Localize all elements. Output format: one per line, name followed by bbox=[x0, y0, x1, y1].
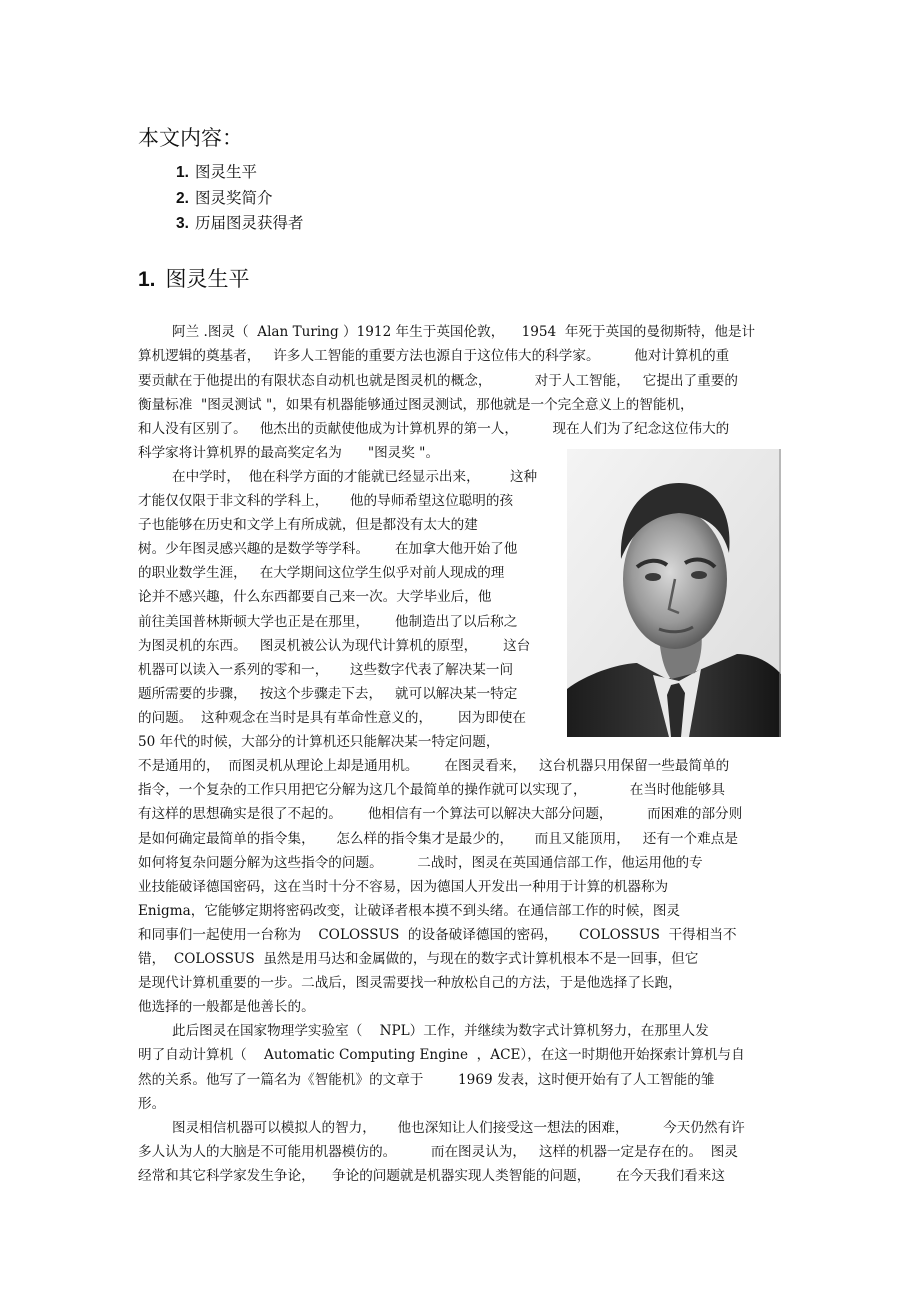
toc-item bbox=[176, 160, 303, 186]
toc-title: 本文内容： bbox=[138, 126, 243, 150]
body-text-line: 衡量标准 "图灵测试 "，如果有机器能够通过图灵测试，那他就是一个完全意义上的智能机， bbox=[138, 397, 694, 413]
body-text-line: 树。少年图灵感兴趣的是数学等学科。 在加拿大他开始了他 bbox=[138, 541, 518, 557]
body-text-line: 论并不感兴趣，什么东西都要自己来一次。大学毕业后，他 bbox=[138, 589, 492, 605]
body-text-line: 他选择的一般都是他善长的。 bbox=[138, 999, 315, 1015]
body-text-line: 形。 bbox=[138, 1096, 166, 1112]
portrait-photo bbox=[567, 449, 781, 737]
body-text-line: 和人没有区别了。 他杰出的贡献使他成为计算机界的第一人， 现在人们为了纪念这位伟大的 bbox=[138, 421, 730, 437]
body-text-line: 和同事们一起使用一台称为 COLOSSUS 的设备破译德国的密码， COLOSSUS 干得相当不 bbox=[138, 927, 737, 943]
body-text-line: 要贡献在于他提出的有限状态自动机也就是图灵机的概念， 对于人工智能， 它提出了重要的 bbox=[138, 373, 738, 389]
section-heading bbox=[138, 264, 250, 295]
section-number: 1. bbox=[138, 268, 156, 291]
body-text-line: 明了自动计算机（ Automatic Computing Engine ，ACE），在这一时期他开始探索计算机与自 bbox=[138, 1047, 745, 1063]
body-text-line: 科学家将计算机界的最高奖定名为 "图灵奖 "。 bbox=[138, 445, 440, 461]
toc-item-number: 1. bbox=[176, 164, 189, 181]
body-text-line: 的职业数学生涯， 在大学期间这位学生似乎对前人现成的理 bbox=[138, 565, 505, 581]
body-text-line: 50 年代的时候，大部分的计算机还只能解决某一特定问题， bbox=[138, 734, 500, 750]
body-text-line: 如何将复杂问题分解为这些指令的问题。 二战时，图灵在英国通信部工作，他运用他的专 bbox=[138, 855, 703, 871]
toc-item-number: 3. bbox=[176, 215, 189, 232]
body-text-line: 有这样的思想确实是很了不起的。 他相信有一个算法可以解决大部分问题， 而困难的部分则 bbox=[138, 806, 743, 822]
toc-item-label: 图灵奖简介 bbox=[194, 188, 273, 207]
body-text-line: 业技能破译德国密码，这在当时十分不容易，因为德国人开发出一种用于计算的机器称为 bbox=[138, 879, 669, 895]
body-text-line: 在中学时， 他在科学方面的才能就已经显示出来， 这种 bbox=[172, 469, 538, 485]
body-text-line: 是如何确定最简单的指令集， 怎么样的指令集才是最少的， 而且又能顶用， 还有一个难点是 bbox=[138, 831, 738, 847]
body-text-line: 阿兰 .图灵（ Alan Turing ）1912 年生于英国伦敦， 1954 年死于英国的曼彻斯特，他是计 bbox=[172, 324, 756, 340]
body-text-line: 多人认为人的大脑是不可能用机器模仿的。 而在图灵认为， 这样的机器一定是存在的。 图灵 bbox=[138, 1144, 738, 1160]
toc-item-label: 历届图灵获得者 bbox=[194, 214, 304, 232]
body-text-line: 然的关系。他写了一篇名为《智能机》的文章于 1969 发表，这时便开始有了人工智能的雏 bbox=[138, 1072, 715, 1088]
body-text-line: 前往美国普林斯顿大学也正是在那里， 他制造出了以后称之 bbox=[138, 614, 518, 630]
toc-list bbox=[176, 160, 303, 237]
body-text-line: 的问题。 这种观念在当时是具有革命性意义的， 因为即使在 bbox=[138, 710, 527, 726]
body-text-line: 是现代计算机重要的一步。二战后，图灵需要找一种放松自己的方法，于是他选择了长跑， bbox=[138, 975, 682, 991]
toc-item bbox=[176, 211, 303, 237]
body-text-line: 不是通用的， 而图灵机从理论上却是通用机。 在图灵看来， 这台机器只用保留一些最简单的 bbox=[138, 758, 730, 774]
toc-item-number: 2. bbox=[176, 189, 189, 207]
body-text-line: 图灵相信机器可以模拟人的智力， 他也深知让人们接受这一想法的困难， 今天仍然有许 bbox=[172, 1120, 745, 1136]
body-text-line: 才能仅仅限于非文科的学科上， 他的导师希望这位聪明的孩 bbox=[138, 493, 514, 509]
body-text-line: 指令，一个复杂的工作只用把它分解为这几个最简单的操作就可以实现了， 在当时他能够具 bbox=[138, 782, 725, 798]
body-text-line: Enigma，它能够定期将密码改变，让破译者根本摸不到头绪。在通信部工作的时候，图灵 bbox=[138, 903, 681, 919]
body-text-line: 机器可以读入一系列的零和一， 这些数字代表了解决某一问 bbox=[138, 662, 514, 678]
toc-item bbox=[176, 186, 303, 212]
body-text-line: 经常和其它科学家发生争论， 争论的问题就是机器实现人类智能的问题， 在今天我们看来这 bbox=[138, 1168, 725, 1184]
section-title: 图灵生平 bbox=[165, 267, 250, 291]
body-text-line: 为图灵机的东西。 图灵机被公认为现代计算机的原型， 这台 bbox=[138, 638, 531, 654]
body-text-line: 题所需要的步骤， 按这个步骤走下去， 就可以解决某一特定 bbox=[138, 686, 518, 702]
body-text-line: 错， COLOSSUS 虽然是用马达和金属做的，与现在的数字式计算机根本不是一回事，但它 bbox=[138, 951, 699, 967]
toc-item-label: 图灵生平 bbox=[194, 163, 257, 181]
body-text-line: 子也能够在历史和文学上有所成就，但是都没有太大的建 bbox=[138, 517, 478, 533]
body-text-line: 算机逻辑的奠基者， 许多人工智能的重要方法也源自于这位伟大的科学家。 他对计算机的重 bbox=[138, 348, 730, 364]
body-text-line: 此后图灵在国家物理学实验室（ NPL）工作，并继续为数字式计算机努力，在那里人发 bbox=[172, 1023, 709, 1039]
